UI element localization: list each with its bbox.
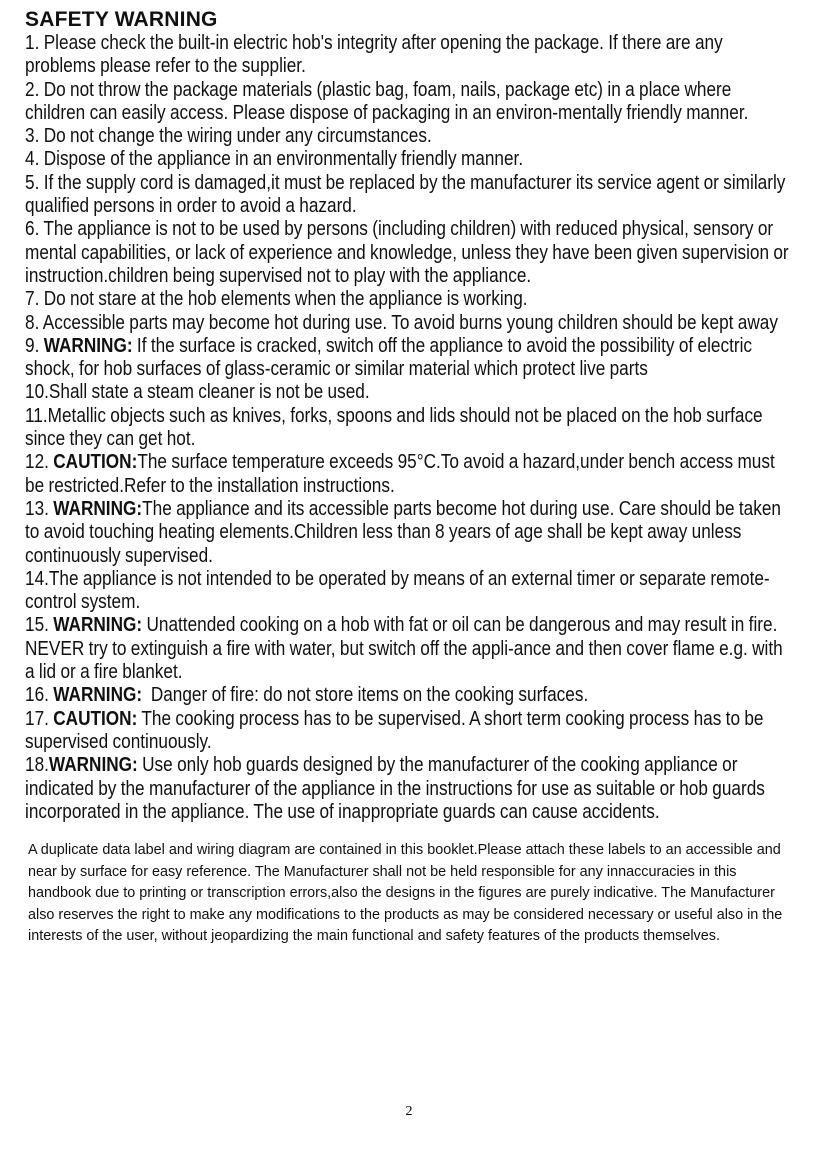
item-text: The appliance is not to be used by persons (including children) with reduced physical, sensory or mental capabilities, or lack of experience and knowledge, unless they have been given supervision or instruction.children being supervised not to play with the appliance.: [25, 218, 789, 287]
item-number: 12.: [25, 451, 54, 474]
item-text: Metallic objects such as knives, forks, spoons and lids should not be placed on the hob surface since they can get hot.: [25, 404, 763, 451]
item-keyword: WARNING:: [43, 334, 133, 357]
item-text: If the surface is cracked, switch off the appliance to avoid the possibility of electric shock, for hob surfaces of glass-ceramic or similar material which protect live parts: [25, 334, 753, 381]
item-number: 3.: [25, 125, 44, 148]
item-text: The cooking process has to be supervised. A short term cooking process has to be supervised continuously.: [25, 707, 764, 753]
warning-item: [25, 451, 790, 498]
item-text: Dispose of the appliance in an environmentally friendly manner.: [43, 148, 524, 171]
warning-item: [25, 405, 790, 452]
item-keyword: CAUTION:: [53, 451, 138, 474]
item-text: If the supply cord is damaged,it must be replaced by the manufacturer its service agent or similarly qualified persons in order to avoid a hazard.: [25, 171, 786, 218]
item-number: 7.: [25, 288, 44, 311]
item-text: Please check the built-in electric hob's integrity after opening the package. If there are any problems please refer to the supplier.: [25, 32, 723, 78]
item-number: 11.: [25, 404, 48, 427]
warning-item: [25, 568, 790, 615]
warning-item: [25, 614, 790, 684]
warning-item: [25, 684, 790, 707]
warning-item: [25, 381, 790, 404]
warning-item: [25, 125, 790, 148]
item-number: 13.: [25, 497, 54, 520]
page-number: 2: [405, 1104, 413, 1119]
item-text: The appliance is not intended to be operated by means of an external timer or separate remote-control system.: [25, 567, 770, 614]
warning-item: [25, 32, 790, 79]
manufacturer-notice: A duplicate data label and wiring diagram are contained in this booklet.Please attach these labels to an accessible and near by surface for easy reference. The Manufacturer shall not be held responsible for any innaccuracies in this handbook due to printing or transcription errors,also the designs in the figures are purely indicative. The Manufacturer also reserves the right to make any modifications to the products as may be considered necessary or useful also in the interests of the user, without jeopardizing the main functional and safety features of the products themselves.: [28, 842, 783, 945]
warning-item: [25, 498, 790, 568]
item-text: Use only hob guards designed by the manufacturer of the cooking appliance or indicated by the manufacturer of the appliance in the instructions for use as suitable or hob guards incorporated in the appliance. The use of inappropriate guards can cause accidents.: [25, 754, 765, 823]
item-keyword: WARNING:: [53, 497, 143, 520]
item-number: 14.: [25, 567, 49, 590]
item-number: 18.: [25, 754, 49, 777]
item-text: Unattended cooking on a hob with fat or oil can be dangerous and may result in fire. NEVER try to extinguish a fire with water, but switch off the appli-ance and then cover flame e.g. with a lid or a fire blanket.: [25, 614, 783, 684]
warning-item: [25, 708, 790, 755]
item-text: Danger of fire: do not store items on the cooking surfaces.: [142, 684, 589, 707]
item-text: Do not stare at the hob elements when the appliance is working.: [43, 288, 528, 311]
item-number: 17.: [25, 707, 54, 730]
item-keyword: WARNING:: [53, 684, 143, 707]
item-keyword: WARNING:: [53, 614, 143, 637]
item-number: 10.: [25, 381, 49, 404]
item-number: 4.: [25, 148, 44, 171]
item-text: The appliance and its accessible parts become hot during use. Care should be taken to avoid touching heating elements.Children less than 8 years of age shall be kept away unless continuously supervised.: [25, 497, 781, 567]
warning-item: [25, 288, 790, 311]
warning-item: [25, 335, 790, 382]
warning-item: [25, 754, 790, 824]
item-number: 15.: [25, 614, 54, 637]
item-number: 16.: [25, 684, 54, 707]
item-number: 1.: [25, 32, 44, 54]
item-number: 2.: [25, 78, 44, 101]
item-text: Do not throw the package materials (plastic bag, foam, nails, package etc) in a place where children can easily access. Please dispose of packaging in an environ-mentally friendly manner.: [25, 78, 749, 124]
item-text: Shall state a steam cleaner is not be used.: [48, 381, 370, 404]
warning-item: [25, 218, 790, 288]
item-text: The surface temperature exceeds 95°C.To avoid a hazard,under bench access must be restricted.Refer to the installation instructions.: [25, 451, 775, 497]
item-number: 9.: [25, 334, 44, 357]
warning-item: [25, 172, 790, 219]
item-number: 6.: [25, 218, 44, 241]
warning-item: [25, 312, 790, 335]
item-keyword: CAUTION:: [53, 707, 138, 730]
item-text: Accessible parts may become hot during use. To avoid burns young children should be kept away: [42, 311, 778, 334]
item-keyword: WARNING:: [48, 754, 138, 777]
item-number: 5.: [25, 171, 44, 194]
warning-item: [25, 79, 790, 126]
section-title: SAFETY WARNING: [25, 8, 218, 31]
warning-list: [25, 32, 788, 824]
warning-item: [25, 148, 790, 171]
item-number: 8.: [25, 311, 43, 334]
item-text: Do not change the wiring under any circumstances.: [43, 125, 432, 148]
